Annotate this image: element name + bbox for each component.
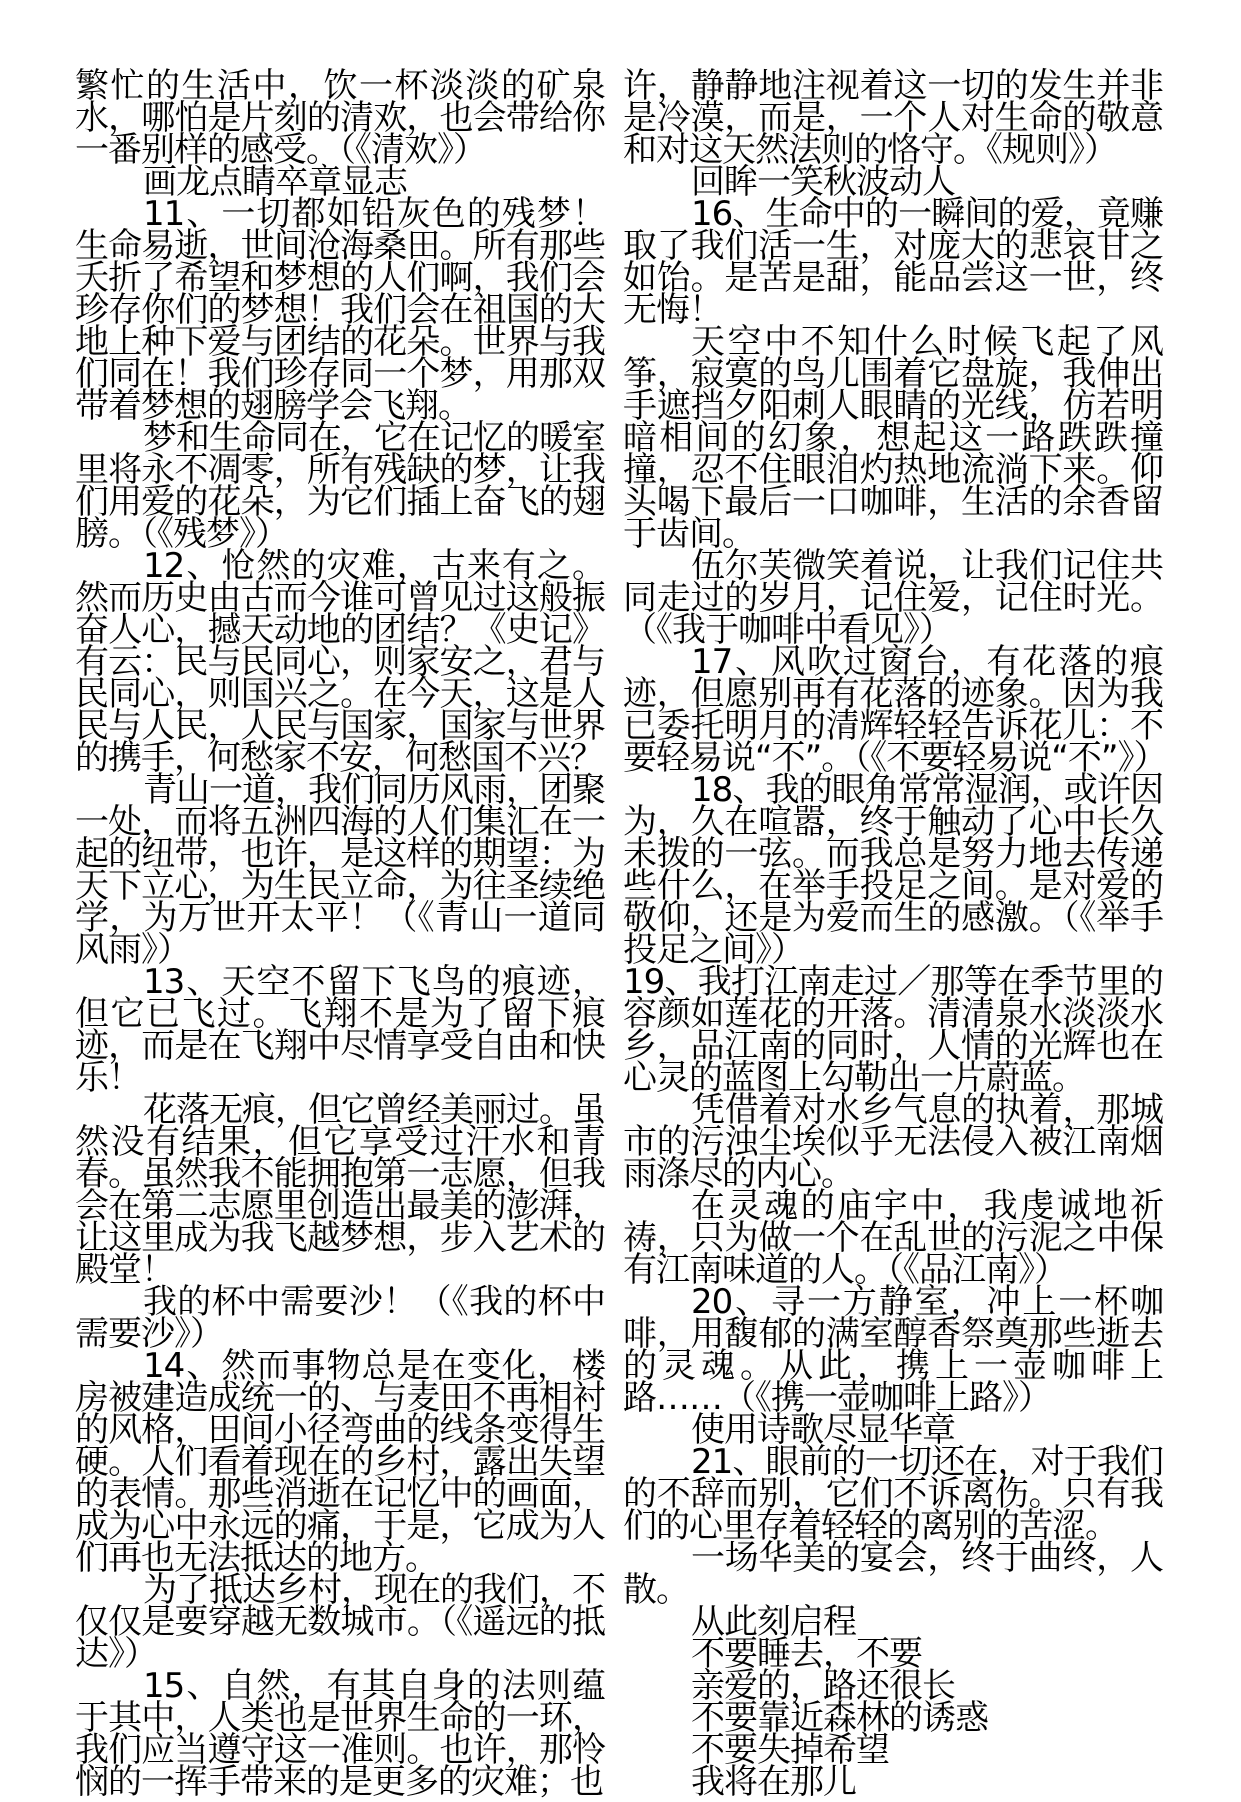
paragraph: 为了抵达乡村，现在的我们，不仅仅是要穿越无数城市。（《遥远的抵达》）: [75, 1570, 605, 1674]
left-column: [75, 66, 605, 1802]
paragraph: 20、寻一方静室，冲上一杯咖啡，用馥郁的满室醇香祭奠那些逝去的灵魂。从此，携上一壶咖啡上路……（《携一壶咖啡上路》）: [623, 1282, 1163, 1418]
poem-line: 不要靠近森林的诱惑: [691, 1698, 988, 1738]
poem-line: 从此刻启程: [691, 1602, 856, 1642]
paragraph: 11、一切都如铅灰色的残梦！生命易逝，世间沧海桑田。所有那些夭折了希望和梦想的人们啊，我们会珍存你们的梦想！我们会在祖国的大地上种下爱与团结的花朵。世界与我们同在！我们珍存同一个梦，用那双带着梦想的翅膀学会飞翔。: [75, 194, 605, 426]
paragraph: 21、眼前的一切还在，对于我们的不辞而别，它们不诉离伤。只有我们的心里存着轻轻的离别的苦涩。: [623, 1442, 1163, 1546]
paragraph: 在灵魂的庙宇中，我虔诚地祈祷，只为做一个在乱世的污泥之中保有江南味道的人。（《品江南》）: [623, 1186, 1163, 1290]
paragraph: 凭借着对水乡气息的执着，那城市的污浊尘埃似乎无法侵入被江南烟雨涤尽的内心。: [623, 1090, 1163, 1194]
paragraph: 12、怆然的灾难，古来有之。然而历史由古而今谁可曾见过这般振奋人心，撼天动地的团结？《史记》有云：民与民同心，则家安之，君与民同心，则国兴之。在今天，这是人民与人民，人民与国家，国家与世界的携手，何愁家不安，何愁国不兴？: [75, 546, 605, 778]
paragraph: 15、自然，有其自身的法则蕴于其中，人类也是世界生命的一环，我们应当遵守这一准则。也许，那怜悯的一挥手带来的是更多的灾难；也: [75, 1666, 605, 1802]
paragraph: 青山一道，我们同历风雨，团聚一处，而将五洲四海的人们集汇在一起的纽带，也许，是这样的期望：为天下立心，为生民立命，为往圣续绝学，为万世开太平！（《青山一道同风雨》）: [75, 770, 605, 970]
poem-line: 不要睡去，不要: [691, 1634, 922, 1674]
paragraph: 14、然而事物总是在变化，楼房被建造成统一的、与麦田不再相衬的风格，田间小径弯曲的线条变得生硬。人们看着现在的乡村，露出失望的表情。那些消逝在记忆中的画面，成为心中永远的痛，于是，它成为人们再也无法抵达的地方。: [75, 1346, 605, 1578]
paragraph: 伍尔芙微笑着说，让我们记住共同走过的岁月，记住爱，记住时光。（《我于咖啡中看见》）: [623, 546, 1163, 650]
paragraph: 18、我的眼角常常湿润，或许因为，久在喧嚣，终于触动了心中长久未拨的一弦。而我总是努力地去传递些什么，在举手投足之间。是对爱的敬仰，还是为爱而生的感激。（《举手投足之间》）: [623, 770, 1163, 970]
paragraph: 许，静静地注视着这一切的发生并非是冷漠，而是，一个人对生命的敬意和对这天然法则的恪守。《规则》）: [623, 66, 1163, 170]
paragraph: 繁忙的生活中，饮一杯淡淡的矿泉水，哪怕是片刻的清欢，也会带给你一番别样的感受。（《清欢》）: [75, 66, 605, 170]
poem-line: 不要失掉希望: [691, 1730, 889, 1770]
paragraph: 天空中不知什么时候飞起了风筝，寂寞的鸟儿围着它盘旋，我伸出手遮挡夕阳刺人眼睛的光线，仿若明暗相间的幻象，想起这一路跌跌撞撞，忍不住眼泪灼热地流淌下来。仰头喝下最后一口咖啡，生活的余香留于齿间。: [623, 322, 1163, 554]
paragraph: 我的杯中需要沙！（《我的杯中需要沙》）: [75, 1282, 605, 1354]
paragraph: 19、我打江南走过／那等在季节里的容颜如莲花的开落。清清泉水淡淡水乡，品江南的同时，人情的光辉也在心灵的蓝图上勾勒出一片蔚蓝。: [623, 962, 1163, 1098]
poem: [623, 1602, 1163, 1802]
paragraph: 花落无痕，但它曾经美丽过。虽然没有结果，但它享受过汗水和青春。虽然我不能拥抱第一志愿，但我会在第二志愿里创造出最美的澎湃，让这里成为我飞越梦想，步入艺术的殿堂！: [75, 1090, 605, 1290]
poem-line: 亲爱的，路还很长: [691, 1666, 955, 1706]
section-heading: 使用诗歌尽显华章: [691, 1410, 955, 1450]
paragraph: 梦和生命同在，它在记忆的暖室里将永不凋零，所有残缺的梦，让我们用爱的花朵，为它们插上奋飞的翅膀。（《残梦》）: [75, 418, 605, 554]
right-column: [623, 66, 1167, 1802]
section-heading: 回眸一笑秋波动人: [691, 162, 955, 202]
paragraph: 16、生命中的一瞬间的爱，竟赚取了我们活一生，对庞大的悲哀甘之如饴。是苦是甜，能品尝这一世，终无悔！: [623, 194, 1163, 330]
paragraph: 13、天空不留下飞鸟的痕迹，但它已飞过。飞翔不是为了留下痕迹，而是在飞翔中尽情享受自由和快乐！: [75, 962, 605, 1098]
poem-line: 我将在那儿: [691, 1762, 856, 1802]
section-heading: 画龙点睛卒章显志: [143, 162, 407, 202]
paragraph: 一场华美的宴会，终于曲终，人散。: [623, 1538, 1163, 1610]
paragraph: 17、风吹过窗台，有花落的痕迹，但愿别再有花落的迹象。因为我已委托明月的清辉轻轻告诉花儿：不要轻易说“不”。（《不要轻易说“不”》）: [623, 642, 1167, 778]
